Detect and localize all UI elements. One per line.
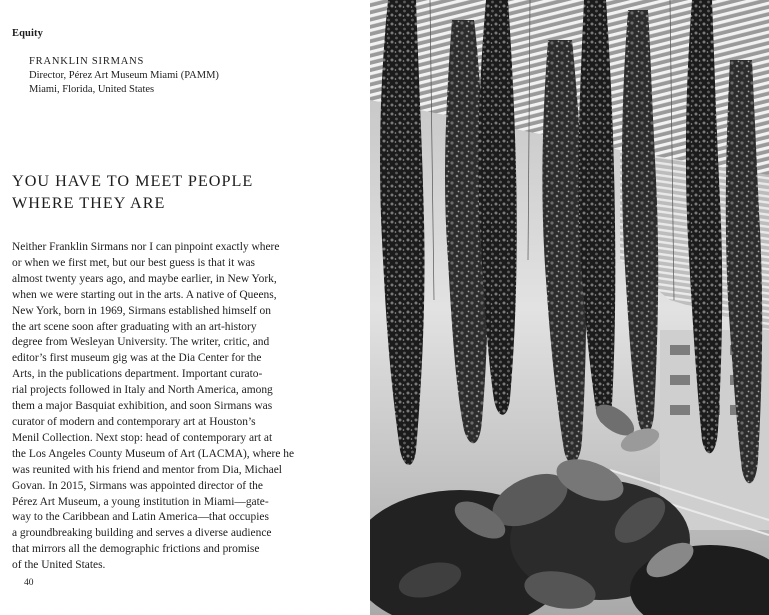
body-line: Pérez Art Museum, a young institution in Miami—gate- bbox=[12, 495, 269, 508]
body-line: Govan. In 2015, Sirmans was appointed director of the bbox=[12, 479, 263, 492]
profile-block bbox=[29, 55, 219, 97]
body-line: the Los Angeles County Museum of Art (LACMA), where he bbox=[12, 447, 295, 460]
body-line: New York, born in 1969, Sirmans established himself on bbox=[12, 304, 271, 317]
body-line: rial projects followed in Italy and North America, among bbox=[12, 384, 273, 397]
body-line: curator of modern and contemporary art at Houston’s bbox=[12, 415, 256, 428]
left-page bbox=[0, 0, 370, 615]
body-line: editor’s first museum gig was at the Dia Center for the bbox=[12, 352, 262, 365]
profile-role: Director, Pérez Art Museum Miami (PAMM) bbox=[29, 70, 219, 81]
headline-line: WHERE THEY ARE bbox=[12, 194, 166, 212]
body-line: Menil Collection. Next stop: head of contemporary art at bbox=[12, 431, 273, 444]
page-number: 40 bbox=[24, 578, 34, 588]
body-line: way to the Caribbean and Latin America—that occupies bbox=[12, 511, 269, 524]
body-line: of the United States. bbox=[12, 559, 106, 572]
hanging-garden-photo bbox=[370, 0, 769, 615]
body-line: the art scene soon after graduating with an art-history bbox=[12, 320, 257, 333]
photo-page bbox=[370, 0, 769, 615]
section-label: Equity bbox=[12, 28, 43, 39]
body-line: Arts, in the publications department. Important curato- bbox=[12, 368, 263, 381]
body-line: when we were starting out in the arts. A native of Queens, bbox=[12, 288, 277, 301]
body-text bbox=[12, 240, 324, 574]
body-line: almost twenty years ago, and maybe earlier, in New York, bbox=[12, 272, 277, 285]
body-line: was reunited with his friend and mentor from Dia, Michael bbox=[12, 463, 282, 476]
body-line: or when we first met, but our best guess is that it was bbox=[12, 256, 256, 269]
body-line: Neither Franklin Sirmans nor I can pinpoint exactly where bbox=[12, 241, 280, 253]
body-line: degree from Wesleyan University. The writer, critic, and bbox=[12, 336, 270, 349]
profile-name: FRANKLIN SIRMANS bbox=[29, 56, 145, 67]
body-line: that mirrors all the demographic frictions and promise bbox=[12, 543, 260, 556]
headline bbox=[12, 170, 342, 214]
body-line: them a major Basquiat exhibition, and soon Sirmans was bbox=[12, 400, 273, 413]
profile-location: Miami, Florida, United States bbox=[29, 84, 155, 95]
body-line: a groundbreaking building and serves a diverse audience bbox=[12, 527, 272, 540]
headline-line: YOU HAVE TO MEET PEOPLE bbox=[12, 172, 254, 190]
